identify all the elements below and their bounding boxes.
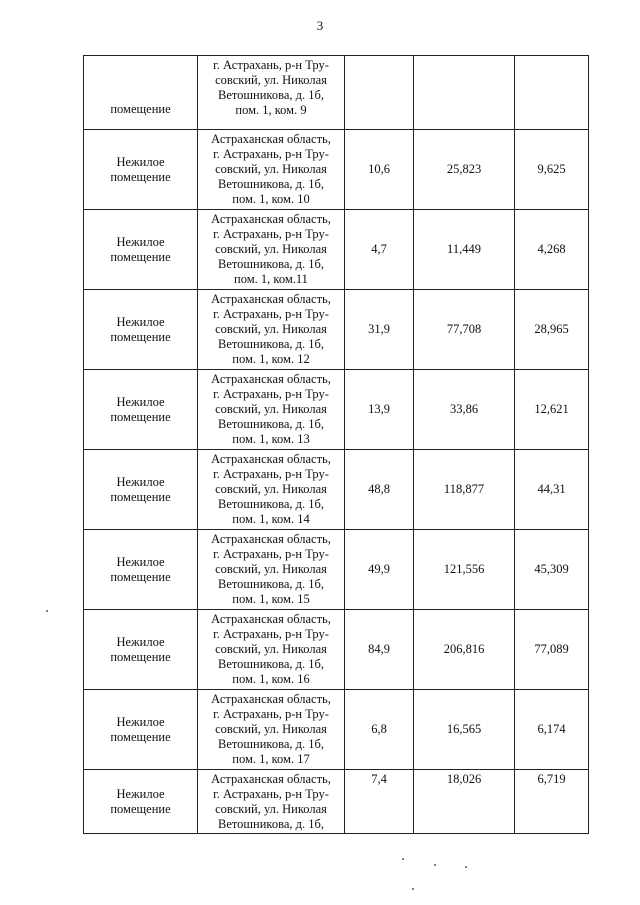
cell-value2: 6,174 xyxy=(515,690,589,770)
cell-value2: 6,719 xyxy=(515,770,589,834)
table-row xyxy=(84,530,589,610)
address-line: Ветошникова, д. 1б, xyxy=(217,657,324,671)
address-line: пом. 1, ком. 14 xyxy=(232,512,310,526)
address-line: совский, ул. Николая xyxy=(215,402,327,416)
address-line: Астраханская область, xyxy=(211,212,331,226)
address-line: г. Астрахань, р-н Тру- xyxy=(213,467,329,481)
address-line: Астраханская область, xyxy=(211,772,331,786)
cell-value1: 118,877 xyxy=(414,450,515,530)
address-line: совский, ул. Николая xyxy=(215,802,327,816)
address-line: Ветошникова, д. 1б, xyxy=(217,577,324,591)
address-line: Ветошникова, д. 1б, xyxy=(217,257,324,271)
cell-value2 xyxy=(515,56,589,130)
table-row xyxy=(84,290,589,370)
address-line: совский, ул. Николая xyxy=(215,242,327,256)
cell-value1: 121,556 xyxy=(414,530,515,610)
page-number: 3 xyxy=(316,18,324,33)
cell-area: 31,9 xyxy=(345,290,414,370)
cell-address xyxy=(198,610,345,690)
address-line: Ветошникова, д. 1б, xyxy=(217,737,324,751)
cell-area: 13,9 xyxy=(345,370,414,450)
cell-address xyxy=(198,690,345,770)
cell-area: 7,4 xyxy=(345,770,414,834)
cell-value2: 4,268 xyxy=(515,210,589,290)
table-row xyxy=(84,56,589,130)
address-line: пом. 1, ком. 15 xyxy=(232,592,310,606)
cell-area: 48,8 xyxy=(345,450,414,530)
address-line: Ветошникова, д. 1б, xyxy=(217,817,324,831)
cell-area: 84,9 xyxy=(345,610,414,690)
cell-type: Нежилое помещение xyxy=(84,210,198,290)
address-line: совский, ул. Николая xyxy=(215,642,327,656)
address-line: пом. 1, ком. 10 xyxy=(232,192,310,206)
address-line: пом. 1, ком. 17 xyxy=(232,752,310,766)
address-line: г. Астрахань, р-н Тру- xyxy=(213,58,329,72)
address-line: Астраханская область, xyxy=(211,292,331,306)
cell-value1: 77,708 xyxy=(414,290,515,370)
cell-type: Нежилое помещение xyxy=(84,450,198,530)
cell-area xyxy=(345,56,414,130)
address-line: Астраханская область, xyxy=(211,372,331,386)
address-line: г. Астрахань, р-н Тру- xyxy=(213,627,329,641)
address-line: совский, ул. Николая xyxy=(215,482,327,496)
cell-address xyxy=(198,290,345,370)
address-line: г. Астрахань, р-н Тру- xyxy=(213,707,329,721)
cell-type: Нежилое помещение xyxy=(84,770,198,834)
address-line: Астраханская область, xyxy=(211,452,331,466)
cell-value1: 16,565 xyxy=(414,690,515,770)
table-row xyxy=(84,450,589,530)
address-line: Ветошникова, д. 1б, xyxy=(217,337,324,351)
cell-value2: 12,621 xyxy=(515,370,589,450)
cell-value1 xyxy=(414,56,515,130)
cell-area: 49,9 xyxy=(345,530,414,610)
address-line: совский, ул. Николая xyxy=(215,722,327,736)
cell-address xyxy=(198,210,345,290)
address-line: г. Астрахань, р-н Тру- xyxy=(213,227,329,241)
address-line: Ветошникова, д. 1б, xyxy=(217,417,324,431)
address-line: Ветошникова, д. 1б, xyxy=(217,88,324,102)
cell-type: Нежилое помещение xyxy=(84,530,198,610)
cell-area: 4,7 xyxy=(345,210,414,290)
cell-type: Нежилое помещение xyxy=(84,290,198,370)
address-line: г. Астрахань, р-н Тру- xyxy=(213,787,329,801)
cell-value2: 77,089 xyxy=(515,610,589,690)
address-line: Астраханская область, xyxy=(211,692,331,706)
cell-address xyxy=(198,530,345,610)
table-row xyxy=(84,370,589,450)
cell-address xyxy=(198,370,345,450)
cell-value1: 206,816 xyxy=(414,610,515,690)
cell-address xyxy=(198,56,345,130)
table-row xyxy=(84,210,589,290)
cell-area: 10,6 xyxy=(345,130,414,210)
address-line: пом. 1, ком. 16 xyxy=(232,672,310,686)
cell-value1: 11,449 xyxy=(414,210,515,290)
table-row xyxy=(84,770,589,834)
table-row xyxy=(84,610,589,690)
address-line: Астраханская область, xyxy=(211,132,331,146)
address-line: Ветошникова, д. 1б, xyxy=(217,177,324,191)
table-row xyxy=(84,690,589,770)
cell-value2: 28,965 xyxy=(515,290,589,370)
cell-type: Нежилое помещение xyxy=(84,690,198,770)
cell-value1: 33,86 xyxy=(414,370,515,450)
address-line: пом. 1, ком. 9 xyxy=(235,103,307,117)
address-line: совский, ул. Николая xyxy=(215,162,327,176)
cell-address xyxy=(198,770,345,834)
address-line: Астраханская область, xyxy=(211,612,331,626)
cell-value2: 9,625 xyxy=(515,130,589,210)
cell-value1: 25,823 xyxy=(414,130,515,210)
cell-type: помещение xyxy=(84,56,198,130)
cell-area: 6,8 xyxy=(345,690,414,770)
address-line: г. Астрахань, р-н Тру- xyxy=(213,547,329,561)
address-line: совский, ул. Николая xyxy=(215,322,327,336)
cell-type: Нежилое помещение xyxy=(84,610,198,690)
address-line: Ветошникова, д. 1б, xyxy=(217,497,324,511)
address-line: г. Астрахань, р-н Тру- xyxy=(213,387,329,401)
cell-value1: 18,026 xyxy=(414,770,515,834)
address-line: пом. 1, ком.11 xyxy=(234,272,308,286)
address-line: г. Астрахань, р-н Тру- xyxy=(213,307,329,321)
cell-address xyxy=(198,130,345,210)
address-line: Астраханская область, xyxy=(211,532,331,546)
cell-value2: 45,309 xyxy=(515,530,589,610)
address-line: г. Астрахань, р-н Тру- xyxy=(213,147,329,161)
address-line: пом. 1, ком. 13 xyxy=(232,432,310,446)
cell-value2: 44,31 xyxy=(515,450,589,530)
cell-type: Нежилое помещение xyxy=(84,370,198,450)
address-line: пом. 1, ком. 12 xyxy=(232,352,310,366)
property-table xyxy=(83,55,589,834)
cell-type: Нежилое помещение xyxy=(84,130,198,210)
address-line: совский, ул. Николая xyxy=(215,562,327,576)
table-row xyxy=(84,130,589,210)
cell-address xyxy=(198,450,345,530)
address-line: совский, ул. Николая xyxy=(215,73,327,87)
